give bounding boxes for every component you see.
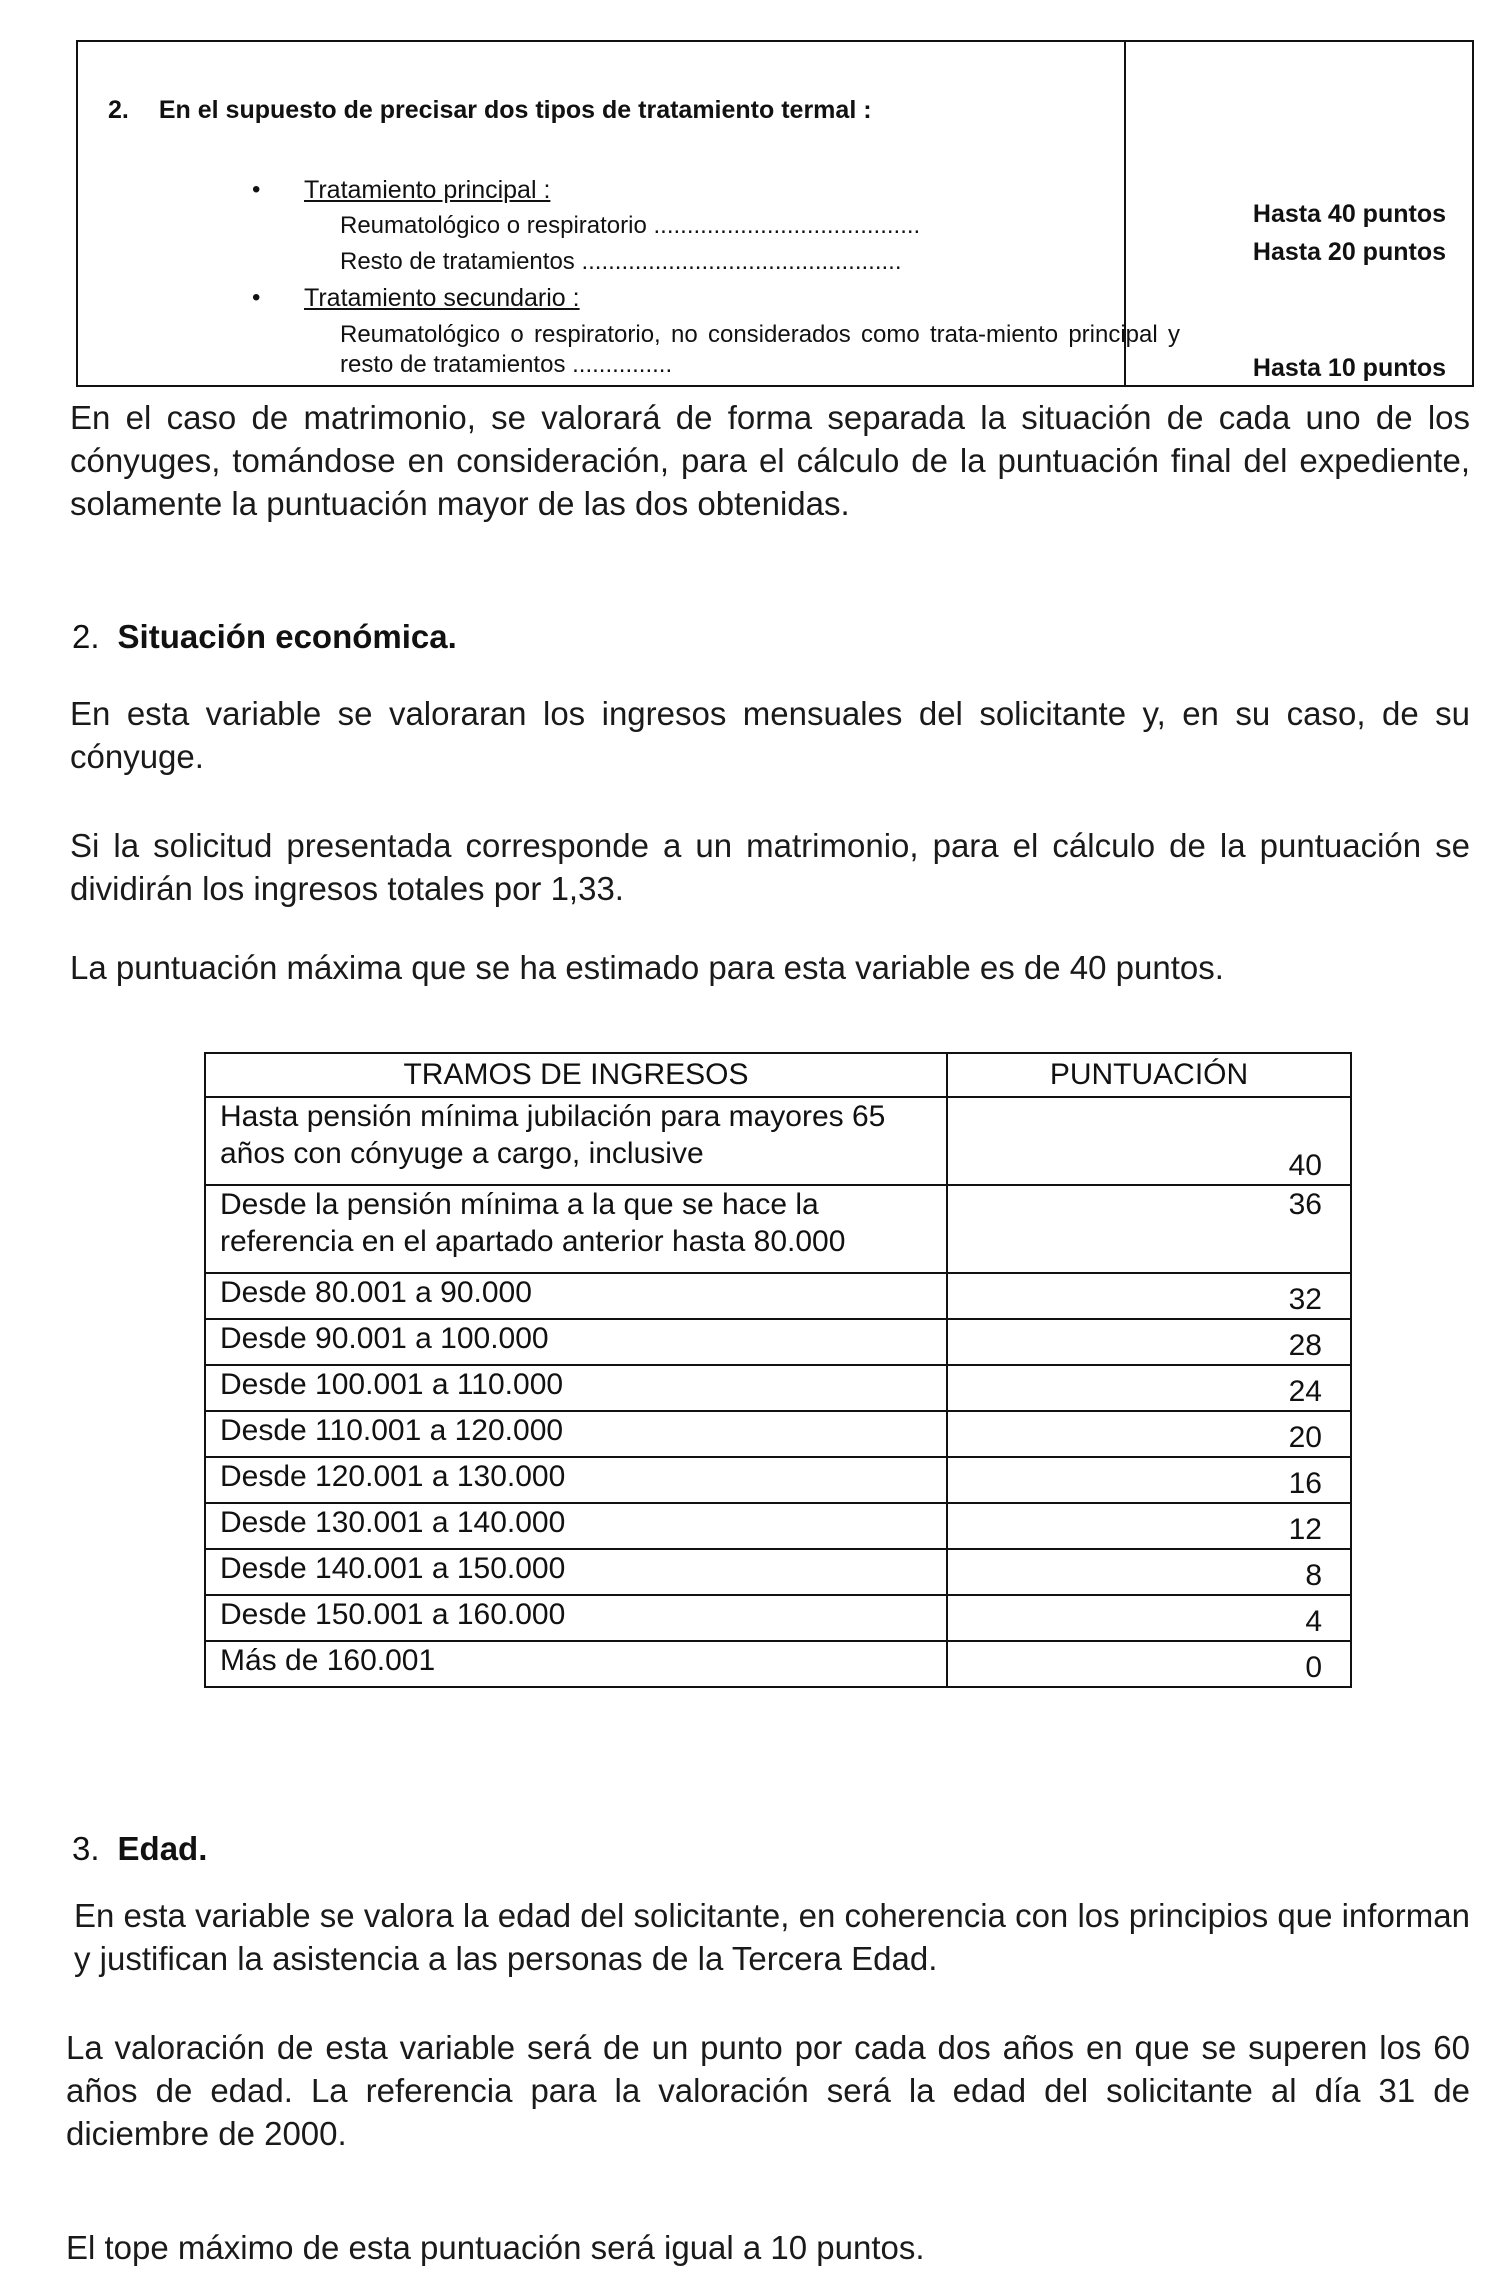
- secundario-label: Tratamiento secundario :: [304, 284, 580, 312]
- header-puntuacion: PUNTUACIÓN: [947, 1053, 1351, 1097]
- paragraph-edad-valoracion: La valoración de esta variable será de un punto por cada dos años en que se superen los 60 años de edad. La referencia para la valoración será la edad del solicitante al día 31 de diciembre de 2000.: [66, 2029, 1470, 2152]
- paragraph-edad-tope: El tope máximo de esta puntuación será igual a 10 puntos.: [66, 2229, 925, 2266]
- puntos-cell: 16: [947, 1457, 1351, 1503]
- points-principal-1: Hasta 40 puntos: [1252, 200, 1446, 228]
- income-table-header-row: [205, 1053, 1351, 1097]
- heading-situacion-economica: [72, 618, 457, 656]
- heading-title: Edad.: [117, 1830, 208, 1867]
- points-secundario: Hasta 10 puntos: [1252, 354, 1446, 382]
- tramo-cell: Desde 80.001 a 90.000: [205, 1273, 947, 1319]
- heading-edad: [72, 1830, 207, 1868]
- tramo-cell: Hasta pensión mínima jubilación para mayores 65 años con cónyuge a cargo, inclusive: [205, 1097, 947, 1185]
- tramo-cell: Desde 110.001 a 120.000: [205, 1411, 947, 1457]
- tramo-cell: Desde 130.001 a 140.000: [205, 1503, 947, 1549]
- paragraph-matrimonio: En el caso de matrimonio, se valorará de forma separada la situación de cada uno de los cónyuges, tomándose en consideración, para el cálculo de la puntuación final del expediente, solamente la puntuación mayor de las dos obtenidas.: [70, 399, 1470, 522]
- table-row: [205, 1595, 1351, 1641]
- table-row: [205, 1365, 1351, 1411]
- heading-number: 2.: [72, 618, 100, 655]
- heading-number: 3.: [72, 1830, 100, 1867]
- paragraph-edad-intro: En esta variable se valora la edad del solicitante, en coherencia con los principios que informan y justifican la asistencia a las personas de la Tercera Edad.: [74, 1897, 1470, 1977]
- income-table: [204, 1052, 1352, 1688]
- table-row: [205, 1185, 1351, 1273]
- table-row: [205, 1641, 1351, 1687]
- paragraph-puntuacion-maxima: La puntuación máxima que se ha estimado para esta variable es de 40 puntos.: [70, 949, 1224, 986]
- bullet-icon: •: [252, 176, 261, 203]
- tramo-cell: Desde 100.001 a 110.000: [205, 1365, 947, 1411]
- puntos-cell: 12: [947, 1503, 1351, 1549]
- puntos-cell: 0: [947, 1641, 1351, 1687]
- table-row: [205, 1549, 1351, 1595]
- tramo-cell: Desde 120.001 a 130.000: [205, 1457, 947, 1503]
- principal-label: Tratamiento principal :: [304, 176, 551, 204]
- tramo-cell: Desde 90.001 a 100.000: [205, 1319, 947, 1365]
- paragraph-variable-ingresos: En esta variable se valoraran los ingresos mensuales del solicitante y, en su caso, de su cónyuge.: [70, 695, 1470, 775]
- treatment-points-cell: [1126, 42, 1472, 385]
- treatment-title: [108, 96, 872, 125]
- principal-item-1: Reumatológico o respiratorio ........................................: [340, 212, 921, 239]
- header-tramos: TRAMOS DE INGRESOS: [205, 1053, 947, 1097]
- table-row: [205, 1097, 1351, 1185]
- puntos-cell: 4: [947, 1595, 1351, 1641]
- puntos-cell: 32: [947, 1273, 1351, 1319]
- table-row: [205, 1503, 1351, 1549]
- tramo-cell: Más de 160.001: [205, 1641, 947, 1687]
- treatment-title-text: En el supuesto de precisar dos tipos de tratamiento termal :: [158, 96, 872, 124]
- points-principal-2: Hasta 20 puntos: [1252, 238, 1446, 266]
- puntos-cell: 24: [947, 1365, 1351, 1411]
- table-row: [205, 1273, 1351, 1319]
- puntos-cell: 40: [947, 1097, 1351, 1185]
- treatment-table: [76, 40, 1474, 387]
- puntos-cell: 28: [947, 1319, 1351, 1365]
- paragraph-solicitud-matrimonio: Si la solicitud presentada corresponde a un matrimonio, para el cálculo de la puntuación se dividirán los ingresos totales por 1,33.: [70, 827, 1470, 907]
- table-row: [205, 1457, 1351, 1503]
- table-row: [205, 1319, 1351, 1365]
- tramo-cell: Desde 150.001 a 160.000: [205, 1595, 947, 1641]
- principal-item-2: Resto de tratamientos ................................................: [340, 248, 902, 275]
- secundario-text: Reumatológico o respiratorio, no considerados como trata-miento principal y resto de tratamientos ...............: [340, 321, 1180, 378]
- bullet-icon: •: [252, 284, 261, 311]
- tramo-cell: Desde 140.001 a 150.000: [205, 1549, 947, 1595]
- table-row: [205, 1411, 1351, 1457]
- puntos-cell: 36: [947, 1185, 1351, 1273]
- puntos-cell: 20: [947, 1411, 1351, 1457]
- heading-title: Situación económica.: [117, 618, 457, 655]
- treatment-description-cell: [78, 42, 1180, 385]
- puntos-cell: 8: [947, 1549, 1351, 1595]
- treatment-number: 2.: [108, 96, 129, 124]
- tramo-cell: Desde la pensión mínima a la que se hace la referencia en el apartado anterior hasta 80.000: [205, 1185, 947, 1273]
